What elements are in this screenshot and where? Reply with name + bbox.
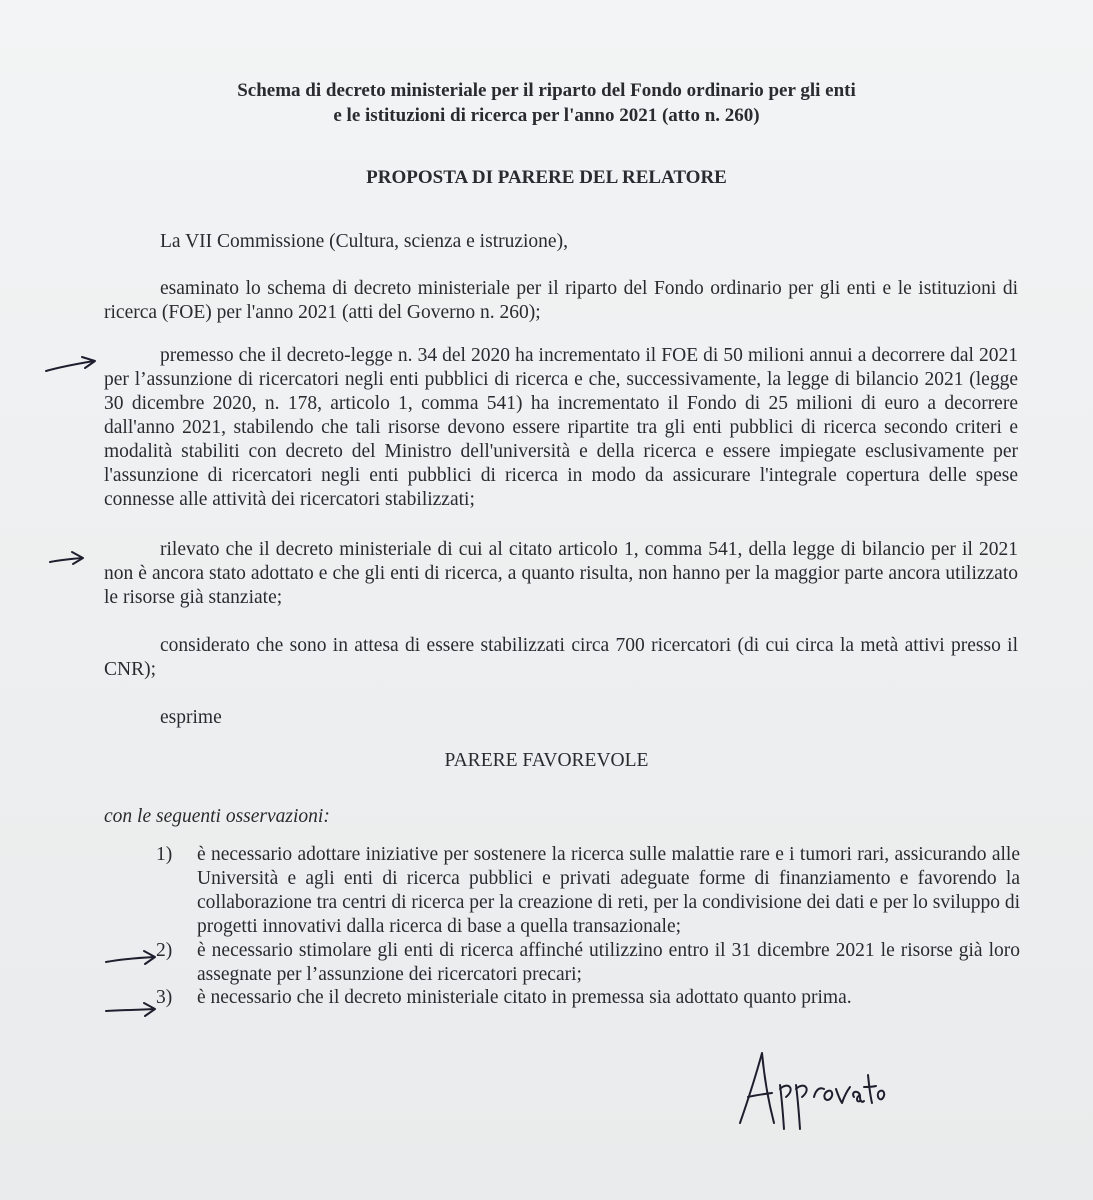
intro-paragraph (104, 230, 1018, 254)
esprime-paragraph (104, 706, 1018, 730)
observation-item-1 (156, 843, 1020, 939)
osservazioni-intro: con le seguenti osservazioni: (104, 806, 330, 827)
hand-drawn-arrow-icon (44, 355, 100, 377)
hand-drawn-arrow-icon (48, 548, 88, 570)
hand-drawn-arrow-icon (104, 999, 160, 1021)
intro-text: La VII Commissione (Cultura, scienza e istruzione), (160, 231, 568, 252)
handwritten-signature (730, 1045, 890, 1135)
rilevato-text: rilevato che il decreto ministeriale di cui al citato articolo 1, comma 541, della legge di bilancio per il 2021 non è ancora stato adottato e che gli enti di ricerca, a quanto risulta, non hanno per la maggior parte ancora utilizzato le risorse già stanziate; (104, 539, 1018, 608)
observation-item-2 (156, 939, 1020, 987)
observation-item-3 (156, 986, 1020, 1010)
title-line-2: e le istituzioni di ricerca per l'anno 2021 (atto n. 260) (333, 105, 760, 126)
hand-drawn-arrow-icon (104, 948, 160, 970)
esaminato-text: esaminato lo schema di decreto ministeriale per il riparto del Fondo ordinario per gli enti e le istituzioni di ricerca (FOE) per l'anno 2021 (atti del Governo n. 260); (104, 278, 1018, 323)
observation-text: è necessario adottare iniziative per sostenere la ricerca sulle malattie rare e i tumori rari, assicurando alle Università e agli enti di ricerca pubblici e privati adeguate forme di finanziamento e favorendo la collaborazione tra centri di ricerca per la creazione di reti, per la condivisione dei dati e per lo sviluppo di progetti innovativi dalla ricerca di base a quella transazionale; (197, 844, 1020, 937)
rilevato-paragraph (104, 538, 1018, 610)
considerato-paragraph (104, 634, 1018, 682)
observation-text: è necessario che il decreto ministeriale citato in premessa sia adottato quanto prima. (197, 987, 852, 1008)
document-subtitle: PROPOSTA DI PARERE DEL RELATORE (366, 167, 727, 188)
observation-text: è necessario stimolare gli enti di ricerca affinché utilizzino entro il 31 dicembre 2021 le risorse già loro assegnate per l’assunzione dei ricercatori precari; (197, 940, 1020, 985)
considerato-text: considerato che sono in attesa di essere stabilizzati circa 700 ricercatori (di cui circa la metà attivi presso il CNR); (104, 635, 1018, 680)
esaminato-paragraph (104, 277, 1018, 325)
document-title (0, 78, 1093, 128)
title-line-1: Schema di decreto ministeriale per il riparto del Fondo ordinario per gli enti (237, 80, 856, 101)
esprime-text: esprime (160, 707, 222, 728)
observation-number: 3) (156, 987, 173, 1008)
observation-number: 2) (156, 940, 173, 961)
premesso-paragraph (104, 344, 1018, 512)
observation-number: 1) (156, 844, 173, 865)
parere-heading: PARERE FAVOREVOLE (444, 750, 649, 771)
premesso-text: premesso che il decreto-legge n. 34 del 2020 ha incrementato il FOE di 50 milioni annui a decorrere dal 2021 per l’assunzione di ricercatori negli enti pubblici di ricerca e che, successivamente, la legge di bilancio 2021 (legge 30 dicembre 2020, n. 178, articolo 1, comma 541) ha incrementato il Fondo di 25 milioni di euro a decorrere dall'anno 2021, stabilendo che tali risorse devono essere ripartite tra gli enti pubblici di ricerca secondo criteri e modalità stabiliti con decreto del Ministro dell'università e della ricerca e essere impiegate esclusivamente per l'assunzione di ricercatori negli enti pubblici di ricerca in modo da assicurare l'integrale copertura delle spese connesse alle attività dei ricercatori stabilizzati; (104, 345, 1018, 510)
